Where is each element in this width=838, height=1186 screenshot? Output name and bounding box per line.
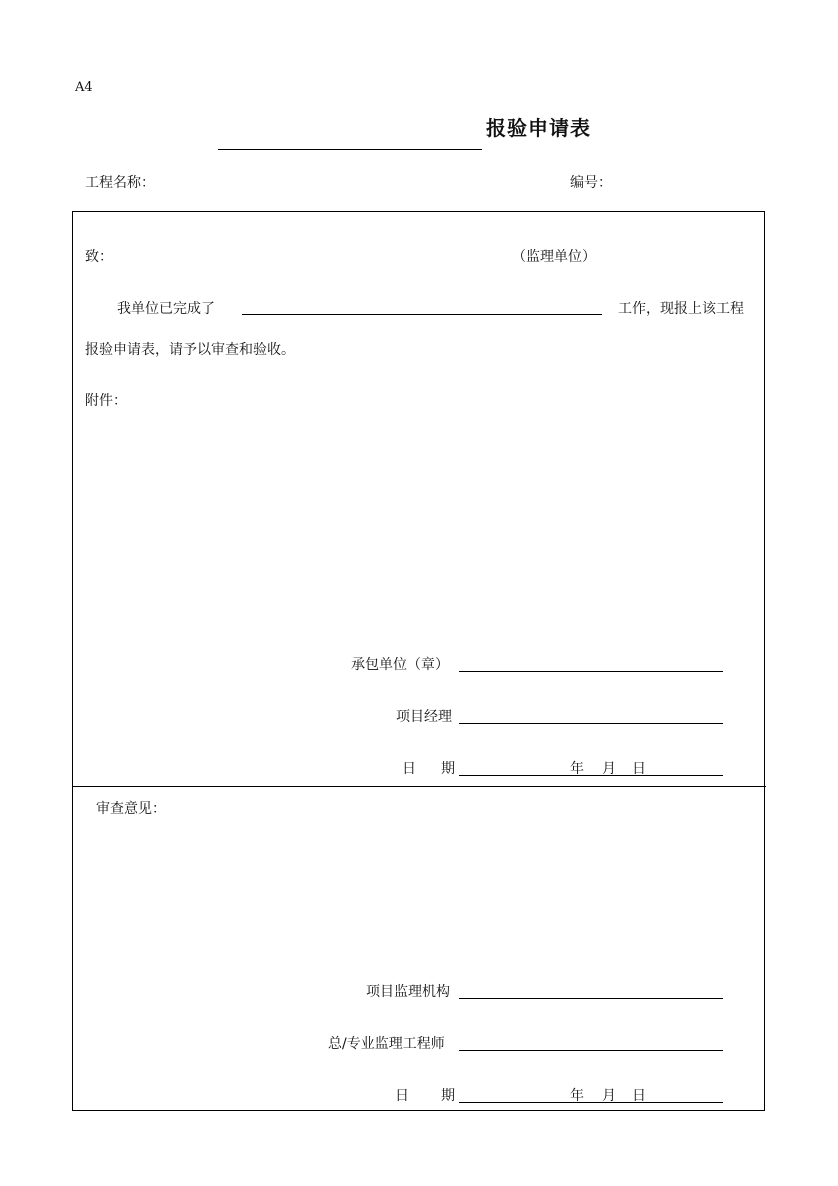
attachments-label: 附件： [85,393,127,409]
completed-suffix: 工作，现报上该工程 [618,301,744,317]
contractor-unit-label: 承包单位（章） [351,657,449,673]
work-blank-line[interactable] [242,314,602,315]
section-divider [72,786,766,787]
request-text: 报验申请表，请予以审查和验收。 [85,342,295,358]
date-label-qi: 期 [441,1088,455,1104]
form-code: A4 [75,80,93,95]
contractor-unit-line[interactable] [459,671,723,672]
review-opinion-label: 审查意见： [96,801,166,817]
project-manager-label: 项目经理 [396,709,452,725]
contractor-date-line[interactable] [459,775,723,776]
supervising-engineer-label: 总/专业监理工程师 [328,1036,445,1052]
date-label-ri: 日 [395,1088,409,1104]
year-label: 年 [570,1088,584,1104]
month-label: 月 [602,761,616,777]
supervision-org-label: 项目监理机构 [366,984,450,1000]
supervisor-unit-label: （监理单位） [512,249,596,265]
month-label: 月 [602,1088,616,1104]
date-label-qi: 期 [441,761,455,777]
day-label: 日 [632,1088,646,1104]
day-label: 日 [632,761,646,777]
serial-number-label: 编号： [570,175,612,191]
project-name-label: 工程名称： [85,175,155,191]
review-date-line[interactable] [459,1102,723,1103]
project-manager-line[interactable] [459,723,723,724]
title-blank-line[interactable] [218,149,482,150]
supervision-org-line[interactable] [459,998,723,999]
date-label-ri: 日 [402,761,416,777]
form-title: 报验申请表 [486,116,591,140]
supervising-engineer-line[interactable] [459,1050,723,1051]
completed-prefix: 我单位已完成了 [117,301,215,317]
year-label: 年 [570,761,584,777]
to-label: 致： [85,249,113,265]
